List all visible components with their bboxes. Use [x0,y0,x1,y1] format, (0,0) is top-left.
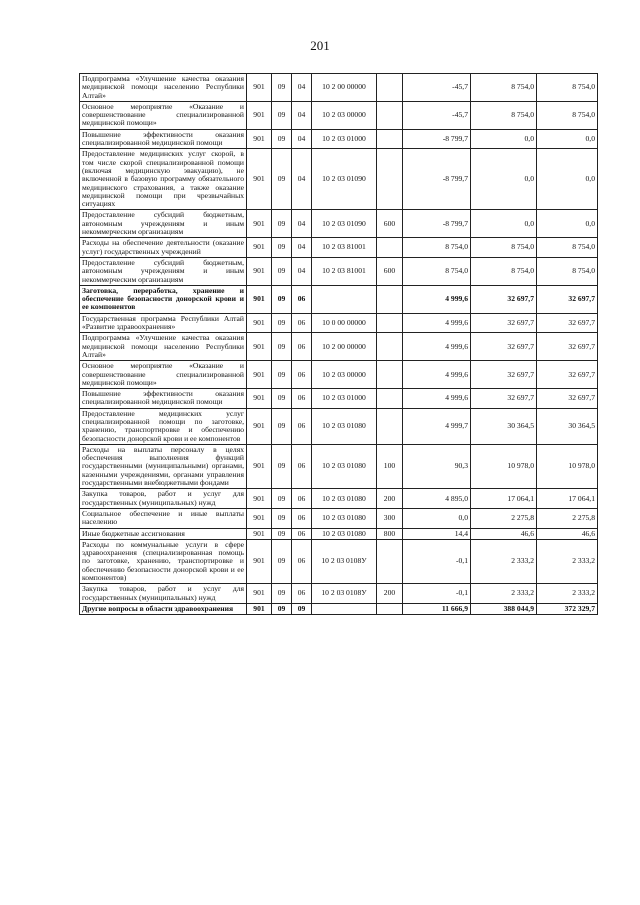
row-value-2: 0,0 [471,149,537,210]
row-target-article: 10 0 00 00000 [312,313,377,333]
row-expense-type: 200 [377,584,403,604]
row-value-3: 10 978,0 [537,444,598,488]
table-row [80,238,598,258]
table-row [80,74,598,102]
row-value-3: 372 329,7 [537,603,598,614]
row-target-article: 10 2 03 81001 [312,238,377,258]
row-value-1: -45,7 [403,74,471,102]
row-name: Подпрограмма «Улучшение качества оказания медицинской помощи населению Республики Алтай» [80,74,247,102]
row-value-1: -0,1 [403,584,471,604]
row-value-1: 8 754,0 [403,257,471,285]
row-value-1: 14,4 [403,528,471,539]
row-subsection: 04 [292,238,312,258]
row-value-2: 2 333,2 [471,584,537,604]
row-expense-type [377,149,403,210]
row-grbs: 901 [247,313,272,333]
row-value-1: 4 999,6 [403,333,471,361]
table-row [80,361,598,389]
row-subsection: 06 [292,528,312,539]
row-name: Расходы на обеспечение деятельности (оказание услуг) государственных учреждений [80,238,247,258]
row-grbs: 901 [247,584,272,604]
row-value-2: 17 064,1 [471,489,537,509]
row-grbs: 901 [247,444,272,488]
row-subsection: 06 [292,408,312,444]
row-section: 09 [272,389,292,409]
row-value-3: 32 697,7 [537,361,598,389]
row-grbs: 901 [247,285,272,313]
page-number: 201 [310,38,330,53]
row-subsection: 06 [292,333,312,361]
table-row [80,408,598,444]
row-grbs: 901 [247,129,272,149]
row-value-3: 0,0 [537,129,598,149]
row-name: Государственная программа Республики Алтай «Развитие здравоохранения» [80,313,247,333]
table-row [80,313,598,333]
row-value-2: 32 697,7 [471,285,537,313]
row-value-2: 32 697,7 [471,361,537,389]
row-grbs: 901 [247,408,272,444]
row-subsection: 06 [292,389,312,409]
row-value-2: 46,6 [471,528,537,539]
row-value-2: 10 978,0 [471,444,537,488]
row-name: Основное мероприятие «Оказание и совершенствование специализированной медицинской помощи» [80,101,247,129]
row-expense-type [377,101,403,129]
row-section: 09 [272,129,292,149]
row-expense-type [377,129,403,149]
row-grbs: 901 [247,101,272,129]
row-target-article: 10 2 03 01080 [312,408,377,444]
row-target-article: 10 2 03 01080 [312,508,377,528]
row-section: 09 [272,74,292,102]
row-section: 09 [272,257,292,285]
row-subsection: 06 [292,539,312,583]
row-grbs: 901 [247,528,272,539]
row-subsection: 09 [292,603,312,614]
row-expense-type [377,539,403,583]
row-value-3: 0,0 [537,149,598,210]
row-subsection: 04 [292,74,312,102]
row-value-3: 0,0 [537,210,598,238]
row-subsection: 04 [292,101,312,129]
row-expense-type [377,313,403,333]
row-value-1: 4 999,7 [403,408,471,444]
row-value-1: 90,3 [403,444,471,488]
row-target-article: 10 2 03 00000 [312,361,377,389]
row-value-1: 8 754,0 [403,238,471,258]
row-name: Закупка товаров, работ и услуг для государственных (муниципальных) нужд [80,489,247,509]
row-expense-type [377,238,403,258]
row-grbs: 901 [247,389,272,409]
row-name: Повышение эффективности оказания специализированной медицинской помощи [80,129,247,149]
row-section: 09 [272,313,292,333]
row-value-1: 4 999,6 [403,361,471,389]
row-value-1: 0,0 [403,508,471,528]
row-expense-type: 300 [377,508,403,528]
row-name: Заготовка, переработка, хранение и обеспечение безопасности донорской крови и ее компонентов [80,285,247,313]
table-row [80,528,598,539]
row-value-1: -8 799,7 [403,129,471,149]
row-grbs: 901 [247,210,272,238]
row-target-article: 10 2 03 01000 [312,389,377,409]
table-row [80,149,598,210]
row-expense-type: 100 [377,444,403,488]
row-expense-type [377,408,403,444]
row-value-3: 30 364,5 [537,408,598,444]
row-value-2: 8 754,0 [471,238,537,258]
table-row [80,257,598,285]
table-row [80,333,598,361]
row-subsection: 06 [292,361,312,389]
row-value-3: 2 333,2 [537,539,598,583]
row-target-article: 10 2 03 00000 [312,101,377,129]
row-grbs: 901 [247,508,272,528]
row-name: Расходы по коммунальные услуги в сфере здравоохранения (специализированная помощь по заготовке, хранению, транспортировке и обеспечению безопасности донорской крови и ее компонентов) [80,539,247,583]
row-name: Предоставление медицинских услуг скорой, в том числе скорой специализированной помощи (включая медицинскую эвакуацию), не включенной в базовую программу обязательного медицинского страхования, а также оказание медицинской помощи при чрезвычайных ситуациях [80,149,247,210]
row-section: 09 [272,489,292,509]
row-name: Подпрограмма «Улучшение качества оказания медицинской помощи населению Республики Алтай» [80,333,247,361]
row-value-1: 11 666,9 [403,603,471,614]
row-name: Социальное обеспечение и иные выплаты населению [80,508,247,528]
row-expense-type [377,333,403,361]
row-section: 09 [272,584,292,604]
row-target-article: 10 2 03 01080 [312,444,377,488]
row-value-2: 32 697,7 [471,389,537,409]
row-value-1: -0,1 [403,539,471,583]
row-target-article: 10 2 03 01090 [312,210,377,238]
row-subsection: 06 [292,313,312,333]
table-row [80,101,598,129]
row-target-article: 10 2 03 01080 [312,528,377,539]
row-section: 09 [272,539,292,583]
row-expense-type [377,74,403,102]
row-section: 09 [272,285,292,313]
row-section: 09 [272,444,292,488]
table-row [80,508,598,528]
table-row [80,539,598,583]
row-name: Предоставление субсидий бюджетным, автономным учреждениям и иным некоммерческим организациям [80,210,247,238]
row-section: 09 [272,101,292,129]
row-grbs: 901 [247,333,272,361]
row-value-3: 32 697,7 [537,389,598,409]
table-row [80,389,598,409]
row-grbs: 901 [247,603,272,614]
row-target-article: 10 2 03 01090 [312,149,377,210]
row-value-1: 4 895,0 [403,489,471,509]
row-section: 09 [272,210,292,238]
row-subsection: 04 [292,129,312,149]
row-grbs: 901 [247,489,272,509]
row-value-3: 8 754,0 [537,101,598,129]
row-subsection: 04 [292,257,312,285]
table-row [80,129,598,149]
row-grbs: 901 [247,539,272,583]
row-value-3: 8 754,0 [537,74,598,102]
row-expense-type: 600 [377,210,403,238]
row-value-1: 4 999,6 [403,285,471,313]
row-subsection: 06 [292,489,312,509]
row-value-2: 8 754,0 [471,101,537,129]
row-expense-type [377,361,403,389]
row-section: 09 [272,508,292,528]
row-expense-type: 800 [377,528,403,539]
row-value-2: 0,0 [471,129,537,149]
row-grbs: 901 [247,74,272,102]
row-value-1: -8 799,7 [403,210,471,238]
row-subsection: 04 [292,210,312,238]
row-value-3: 32 697,7 [537,313,598,333]
row-target-article: 10 2 03 0108У [312,539,377,583]
row-target-article [312,285,377,313]
row-section: 09 [272,361,292,389]
table-row [80,210,598,238]
row-target-article: 10 2 03 01000 [312,129,377,149]
row-value-2: 2 275,8 [471,508,537,528]
row-value-3: 32 697,7 [537,285,598,313]
row-value-2: 0,0 [471,210,537,238]
row-target-article: 10 2 00 00000 [312,333,377,361]
row-grbs: 901 [247,361,272,389]
row-value-3: 8 754,0 [537,257,598,285]
row-name: Предоставление субсидий бюджетным, автономным учреждениям и иным некоммерческим организациям [80,257,247,285]
row-value-1: -45,7 [403,101,471,129]
row-section: 09 [272,408,292,444]
row-value-2: 8 754,0 [471,257,537,285]
row-name: Другие вопросы в области здравоохранения [80,603,247,614]
row-value-3: 17 064,1 [537,489,598,509]
row-section: 09 [272,603,292,614]
row-subsection: 06 [292,444,312,488]
row-value-3: 46,6 [537,528,598,539]
row-grbs: 901 [247,238,272,258]
row-value-1: -8 799,7 [403,149,471,210]
row-value-2: 32 697,7 [471,313,537,333]
row-target-article: 10 2 00 00000 [312,74,377,102]
row-subsection: 06 [292,285,312,313]
row-target-article: 10 2 03 81001 [312,257,377,285]
row-target-article: 10 2 03 0108У [312,584,377,604]
row-name: Расходы на выплаты персоналу в целях обеспечения выполнения функций государственными (муниципальными) органами, казенными учреждениями, органами управления государственными внебюджетными фондами [80,444,247,488]
row-section: 09 [272,333,292,361]
row-expense-type [377,389,403,409]
row-expense-type [377,285,403,313]
row-subsection: 04 [292,149,312,210]
row-expense-type [377,603,403,614]
row-value-1: 4 999,6 [403,389,471,409]
row-grbs: 901 [247,257,272,285]
row-section: 09 [272,528,292,539]
row-value-2: 8 754,0 [471,74,537,102]
row-expense-type: 200 [377,489,403,509]
table-row [80,489,598,509]
row-value-3: 2 275,8 [537,508,598,528]
row-expense-type: 600 [377,257,403,285]
row-value-3: 32 697,7 [537,333,598,361]
row-subsection: 06 [292,508,312,528]
row-target-article: 10 2 03 01080 [312,489,377,509]
table-row [80,603,598,614]
table-row [80,584,598,604]
row-name: Предоставление медицинских услуг специализированной помощи по заготовке, хранению, транспортировке и обеспечению безопасности донорской крови и ее компонентов [80,408,247,444]
row-section: 09 [272,238,292,258]
budget-table [79,73,598,615]
row-value-2: 2 333,2 [471,539,537,583]
row-name: Повышение эффективности оказания специализированной медицинской помощи [80,389,247,409]
row-name: Закупка товаров, работ и услуг для государственных (муниципальных) нужд [80,584,247,604]
row-target-article [312,603,377,614]
row-grbs: 901 [247,149,272,210]
row-value-2: 388 044,9 [471,603,537,614]
row-value-1: 4 999,6 [403,313,471,333]
table-row [80,285,598,313]
row-value-3: 2 333,2 [537,584,598,604]
row-name: Основное мероприятие «Оказание и совершенствование специализированной медицинской помощи» [80,361,247,389]
table-row [80,444,598,488]
row-value-2: 30 364,5 [471,408,537,444]
row-name: Иные бюджетные ассигнования [80,528,247,539]
row-section: 09 [272,149,292,210]
row-value-3: 8 754,0 [537,238,598,258]
row-subsection: 06 [292,584,312,604]
row-value-2: 32 697,7 [471,333,537,361]
